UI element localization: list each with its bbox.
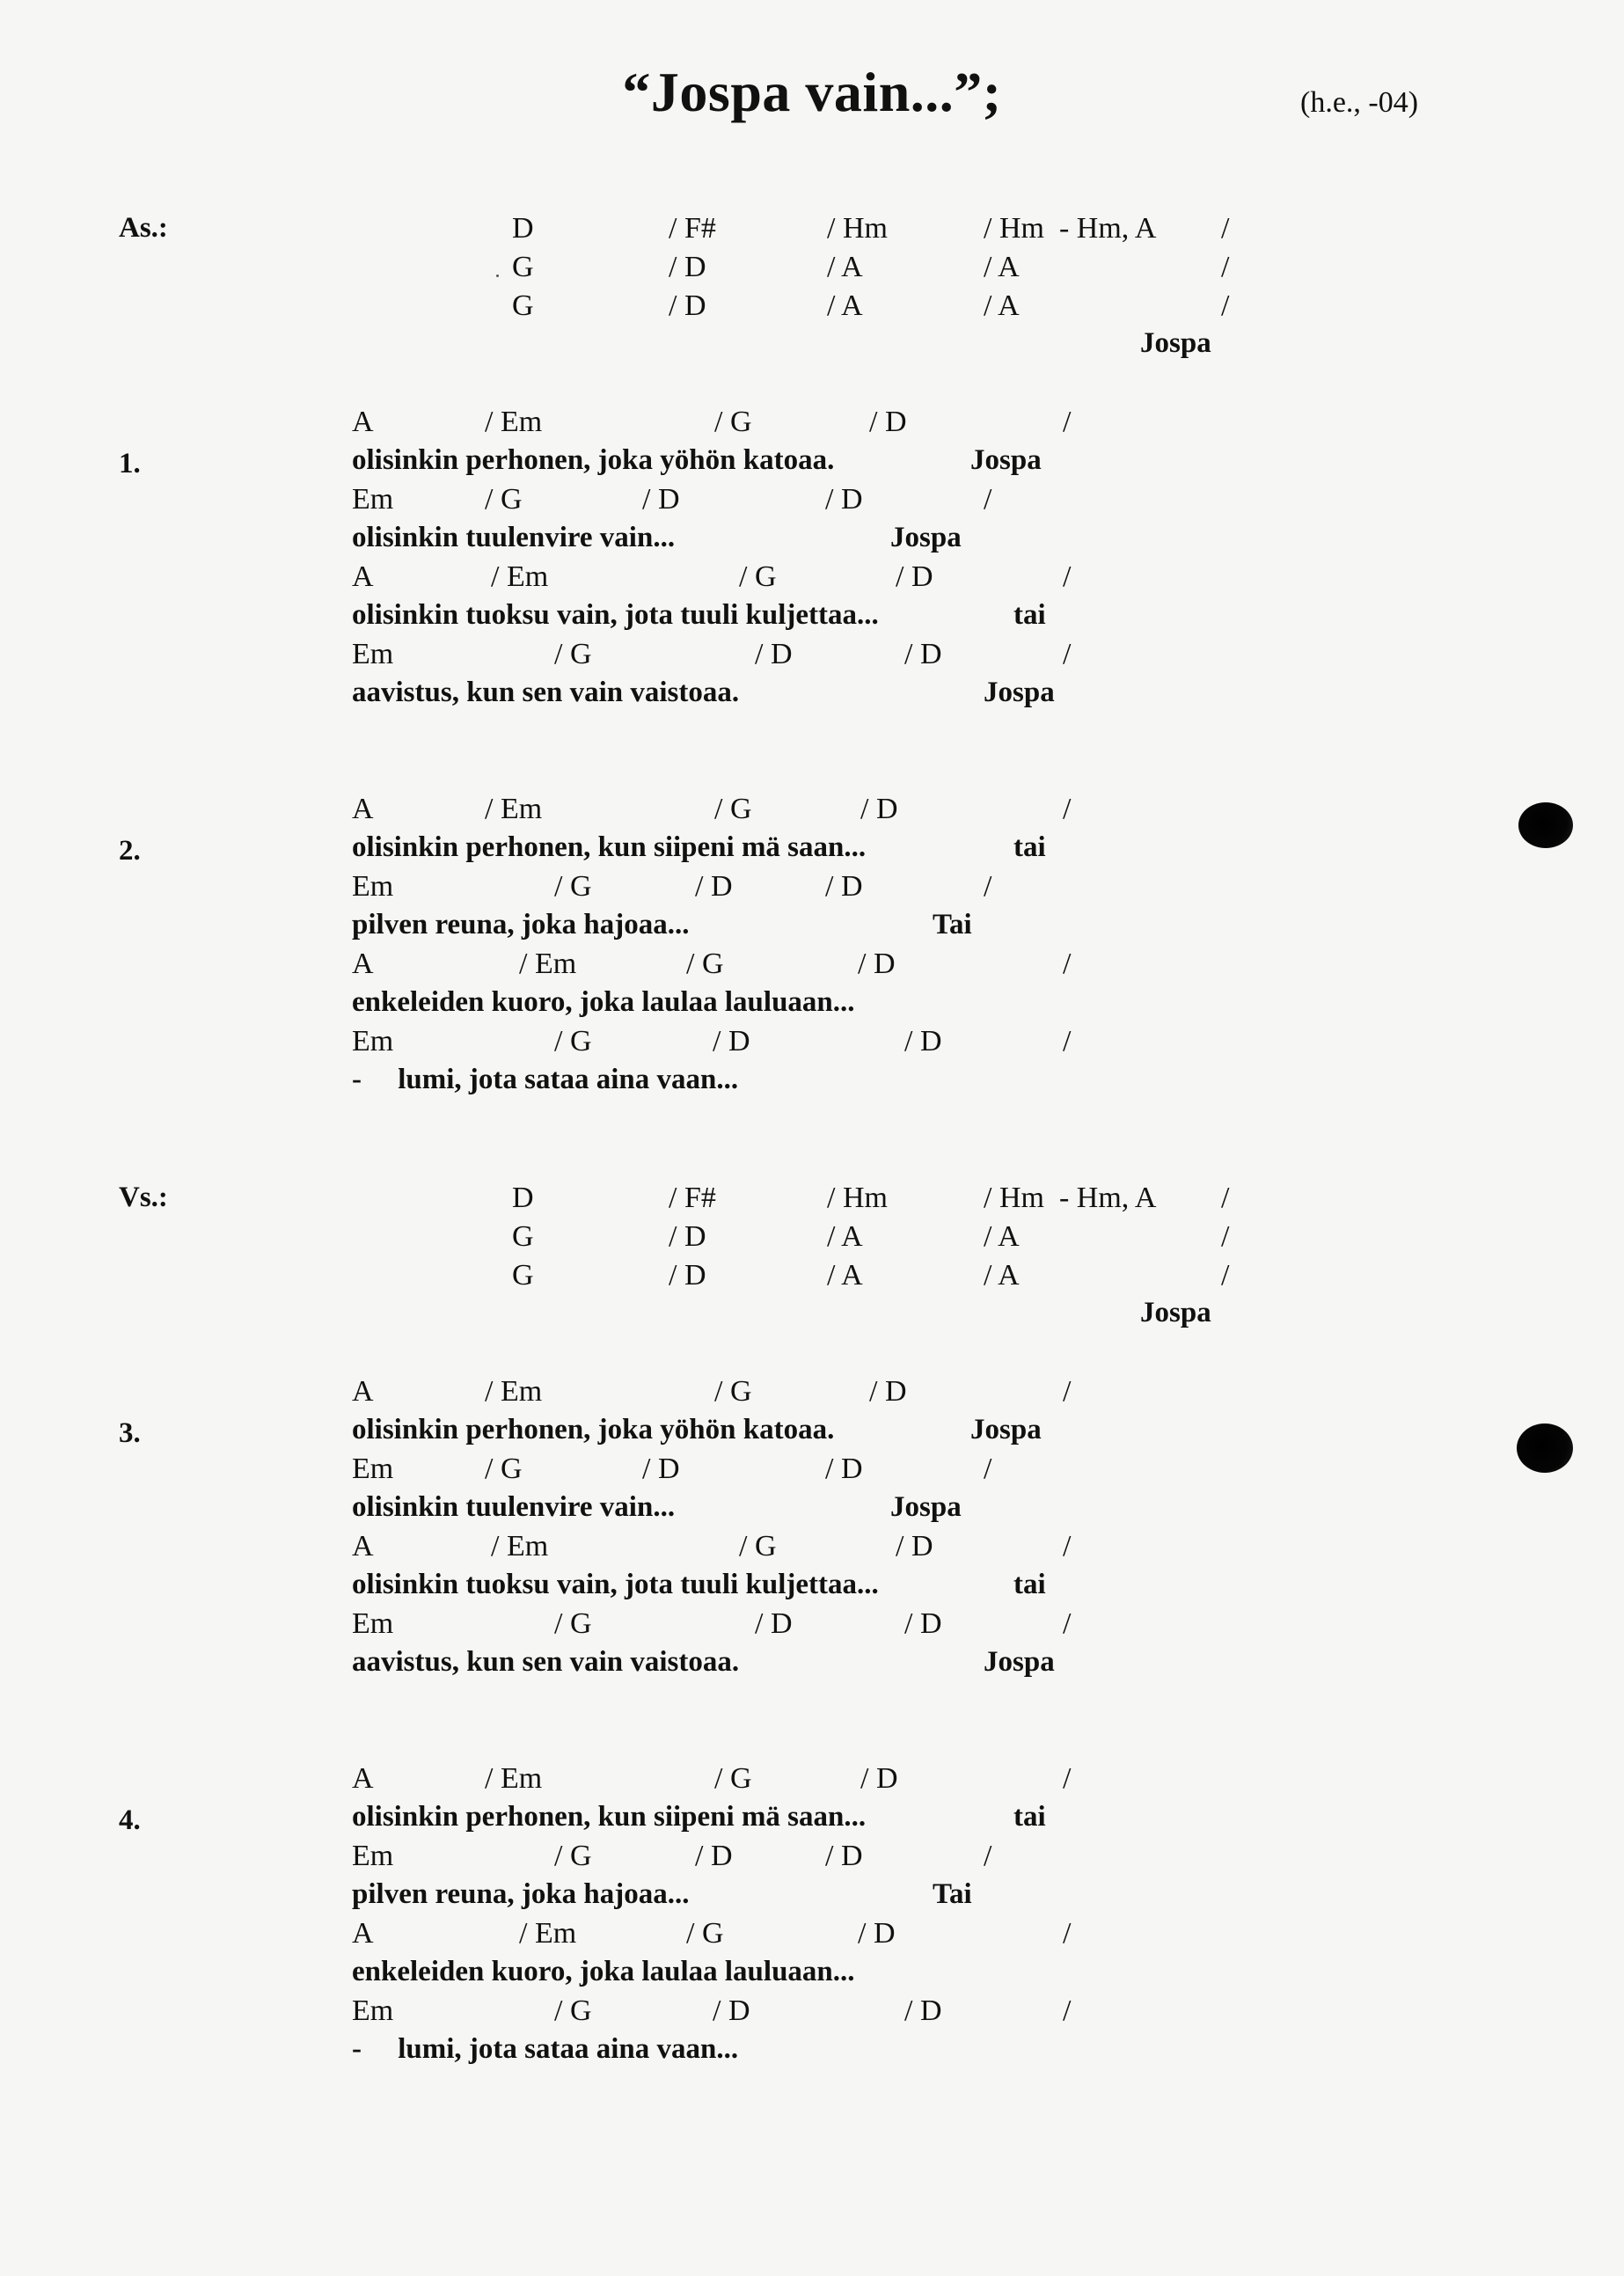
chord: / D	[860, 1762, 898, 1795]
chord: Em	[352, 1994, 394, 2027]
intro-chord: G	[512, 251, 534, 283]
chord: Em	[352, 638, 394, 670]
chord: / D	[695, 870, 733, 903]
intro-chord: / D	[669, 251, 706, 283]
chord: /	[1063, 638, 1072, 670]
chord: / D	[904, 1607, 942, 1640]
lyric-line: olisinkin perhonen, joka yöhön katoaa.	[352, 444, 835, 476]
chord: / G	[739, 1530, 777, 1562]
chord: /	[984, 870, 992, 903]
chord: /	[1063, 1530, 1072, 1562]
chord: / G	[686, 1917, 724, 1950]
lyric-line: olisinkin tuulenvire vain...	[352, 1491, 676, 1523]
interlude-chord: /	[1221, 1182, 1230, 1214]
lyric-line: olisinkin tuoksu vain, jota tuuli kuljettaa...	[352, 599, 879, 631]
chord: Em	[352, 1840, 394, 1872]
interlude-chord: / A	[827, 1259, 863, 1292]
chord: / G	[554, 1994, 592, 2027]
chord: /	[1063, 1994, 1072, 2027]
chord: / D	[904, 1025, 942, 1057]
chord: Em	[352, 1607, 394, 1640]
lyric-cue: Tai	[933, 909, 972, 940]
intro-chord: G	[512, 289, 534, 322]
chord: / Em	[485, 1762, 543, 1795]
interlude-chord: D	[512, 1182, 534, 1214]
chord: Em	[352, 1025, 394, 1057]
intro-chord: / A	[984, 289, 1020, 322]
chord: / D	[713, 1994, 750, 2027]
chord: A	[352, 560, 374, 593]
lyric-cue: tai	[1013, 599, 1046, 631]
lyric-line: olisinkin perhonen, kun siipeni mä saan...	[352, 1801, 867, 1833]
chord: / Em	[519, 948, 577, 980]
scan-speck	[496, 274, 499, 277]
interlude-chord: / Hm	[827, 1182, 888, 1214]
chord: /	[1063, 1025, 1072, 1057]
intro-chord: / A	[984, 251, 1020, 283]
chord: / D	[755, 638, 793, 670]
chord: / D	[713, 1025, 750, 1057]
intro-cue: Jospa	[1140, 327, 1211, 359]
chord: / G	[686, 948, 724, 980]
interlude-chord: / A	[984, 1220, 1020, 1253]
chord: A	[352, 1917, 374, 1950]
chord: /	[984, 483, 992, 516]
lyric-line: enkeleiden kuoro, joka laulaa lauluaan...	[352, 986, 855, 1018]
verse-number: 1.	[119, 448, 141, 479]
intro-chord: /	[1221, 212, 1230, 245]
lyric-cue: tai	[1013, 1801, 1046, 1833]
chord: / Em	[491, 560, 549, 593]
chord: / D	[825, 483, 863, 516]
intro-chord: / D	[669, 289, 706, 322]
intro-label: As.:	[119, 212, 168, 244]
chord: / D	[869, 1375, 907, 1408]
interlude-chord: /	[1221, 1259, 1230, 1292]
chord: / G	[554, 1840, 592, 1872]
chord: / D	[642, 1453, 680, 1485]
lyric-line: olisinkin tuulenvire vain...	[352, 522, 676, 553]
chord: /	[1063, 406, 1072, 438]
chord: / G	[714, 1762, 752, 1795]
interlude-chord: / Hm - Hm, A	[984, 1182, 1157, 1214]
verse-number: 2.	[119, 835, 141, 867]
punch-hole-mark	[1518, 802, 1573, 848]
song-title: “Jospa vain...”;	[622, 61, 1002, 123]
chord: /	[1063, 1375, 1072, 1408]
chord: / D	[860, 793, 898, 825]
lyric-line: olisinkin perhonen, joka yöhön katoaa.	[352, 1414, 835, 1445]
intro-chord: D	[512, 212, 534, 245]
intro-chord: / Hm	[827, 212, 888, 245]
lyric-line: - lumi, jota sataa aina vaan...	[352, 2033, 739, 2065]
chord: / D	[825, 1840, 863, 1872]
interlude-chord: / D	[669, 1259, 706, 1292]
chord: / D	[904, 638, 942, 670]
intro-chord: / A	[827, 251, 863, 283]
intro-chord: /	[1221, 251, 1230, 283]
chord: Em	[352, 870, 394, 903]
interlude-chord: G	[512, 1259, 534, 1292]
chord: / G	[554, 638, 592, 670]
chord: /	[984, 1453, 992, 1485]
lyric-cue: Jospa	[890, 522, 962, 553]
interlude-chord: /	[1221, 1220, 1230, 1253]
chord: A	[352, 406, 374, 438]
chord: / G	[714, 1375, 752, 1408]
lyric-line: aavistus, kun sen vain vaistoaa.	[352, 1646, 740, 1678]
interlude-chord: / D	[669, 1220, 706, 1253]
chord: /	[1063, 1607, 1072, 1640]
lyric-cue: Jospa	[984, 1646, 1055, 1678]
chord: A	[352, 1375, 374, 1408]
chord: / G	[485, 483, 523, 516]
chord: /	[1063, 560, 1072, 593]
chord: A	[352, 793, 374, 825]
chord: /	[1063, 1762, 1072, 1795]
chord: / Em	[519, 1917, 577, 1950]
chord: / G	[554, 1607, 592, 1640]
chord: /	[1063, 1917, 1072, 1950]
lyric-cue: tai	[1013, 831, 1046, 863]
punch-hole-mark	[1517, 1423, 1573, 1473]
chord: /	[1063, 793, 1072, 825]
lyric-line: enkeleiden kuoro, joka laulaa lauluaan...	[352, 1956, 855, 1987]
lyric-line: olisinkin tuoksu vain, jota tuuli kuljettaa...	[352, 1569, 879, 1600]
chord: / D	[642, 483, 680, 516]
chord: Em	[352, 1453, 394, 1485]
lyric-line: olisinkin perhonen, kun siipeni mä saan...	[352, 831, 867, 863]
lyric-cue: Tai	[933, 1878, 972, 1910]
lyric-line: - lumi, jota sataa aina vaan...	[352, 1064, 739, 1095]
interlude-chord: / A	[827, 1220, 863, 1253]
chord: / Em	[485, 793, 543, 825]
chord: A	[352, 1762, 374, 1795]
chord: Em	[352, 483, 394, 516]
chord: / Em	[491, 1530, 549, 1562]
intro-chord: /	[1221, 289, 1230, 322]
chord: / D	[858, 1917, 896, 1950]
chord: / D	[896, 560, 933, 593]
chord: / G	[554, 1025, 592, 1057]
chord: / D	[858, 948, 896, 980]
chord: /	[984, 1840, 992, 1872]
interlude-chord: / A	[984, 1259, 1020, 1292]
chord: / G	[485, 1453, 523, 1485]
chord: A	[352, 948, 374, 980]
chord: / D	[869, 406, 907, 438]
chord: / D	[825, 1453, 863, 1485]
verse-number: 4.	[119, 1804, 141, 1836]
interlude-chord: / F#	[669, 1182, 716, 1214]
chord: /	[1063, 948, 1072, 980]
chord: / G	[554, 870, 592, 903]
chord: / D	[695, 1840, 733, 1872]
chord: A	[352, 1530, 374, 1562]
chord: / Em	[485, 406, 543, 438]
chord: / G	[714, 793, 752, 825]
chord: / D	[904, 1994, 942, 2027]
chord: / G	[714, 406, 752, 438]
author-credit: (h.e., -04)	[1300, 86, 1419, 119]
lyric-cue: Jospa	[890, 1491, 962, 1523]
verse-number: 3.	[119, 1417, 141, 1449]
chord: / D	[825, 870, 863, 903]
lyric-line: pilven reuna, joka hajoaa...	[352, 1878, 690, 1910]
chord: / Em	[485, 1375, 543, 1408]
interlude-label: Vs.:	[119, 1182, 168, 1213]
interlude-chord: G	[512, 1220, 534, 1253]
chord: / D	[896, 1530, 933, 1562]
lyric-cue: Jospa	[970, 1414, 1042, 1445]
lyric-line: aavistus, kun sen vain vaistoaa.	[352, 677, 740, 708]
lyric-cue: tai	[1013, 1569, 1046, 1600]
intro-chord: / F#	[669, 212, 716, 245]
intro-chord: / Hm - Hm, A	[984, 212, 1157, 245]
lyric-cue: Jospa	[970, 444, 1042, 476]
lyric-line: pilven reuna, joka hajoaa...	[352, 909, 690, 940]
intro-chord: / A	[827, 289, 863, 322]
lyric-cue: Jospa	[984, 677, 1055, 708]
chord: / D	[755, 1607, 793, 1640]
interlude-cue: Jospa	[1140, 1297, 1211, 1328]
chord: / G	[739, 560, 777, 593]
